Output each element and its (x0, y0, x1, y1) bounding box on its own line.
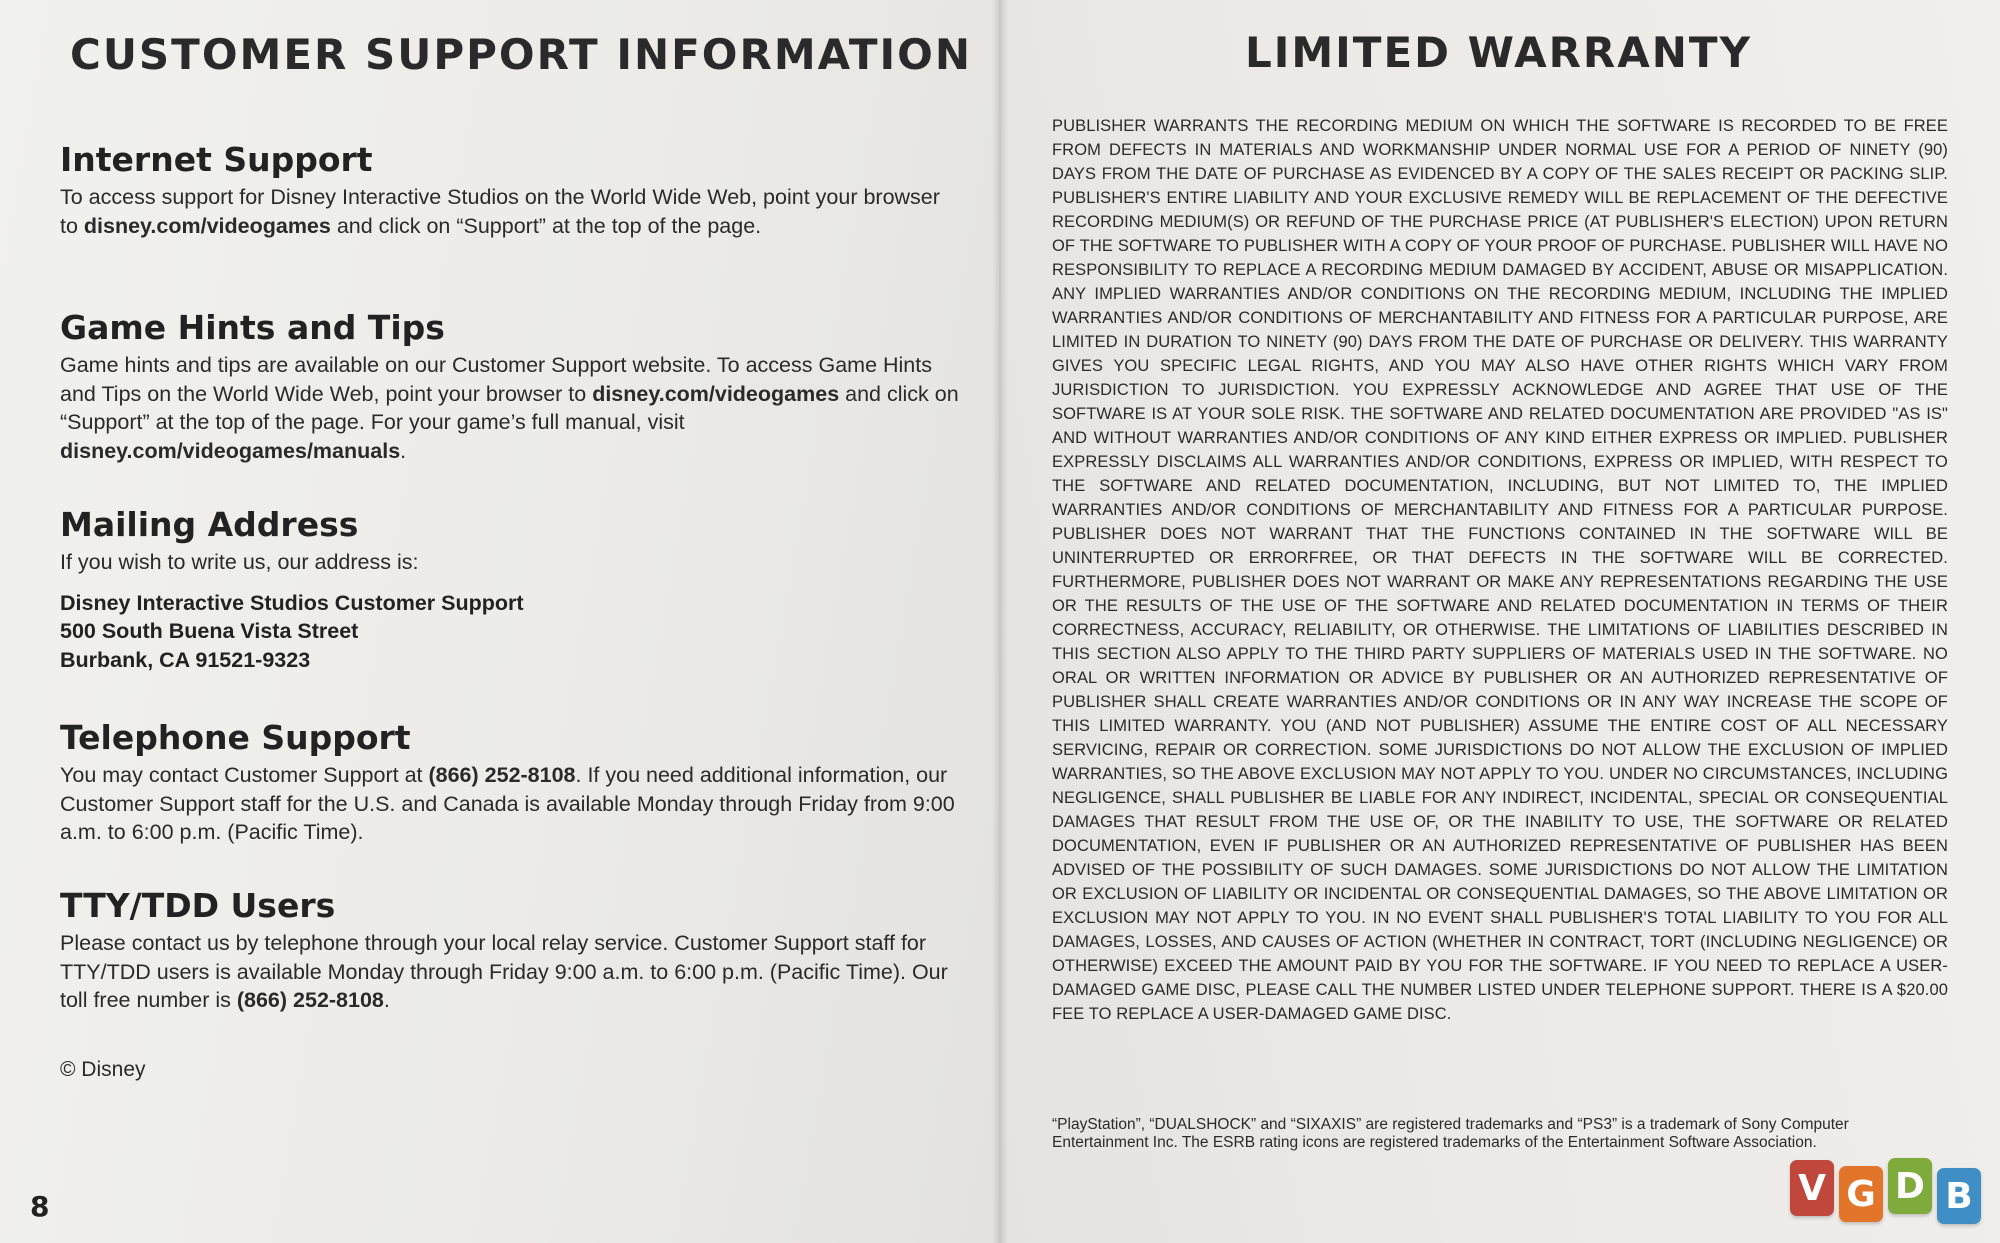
vgdb-watermark-logo (1790, 1158, 1981, 1218)
game-hints-text (60, 351, 960, 465)
toll-free-number: (866) 252-8108 (236, 988, 384, 1012)
address-line-3: Burbank, CA 91521-9323 (60, 647, 311, 672)
watermark-letter: D (1888, 1158, 1932, 1214)
address-line-1: Disney Interactive Studios Customer Support (60, 590, 524, 615)
internet-support-text (60, 183, 960, 240)
game-hints-heading: Game Hints and Tips (60, 308, 445, 347)
phone-number: (866) 252-8108 (428, 763, 576, 787)
hints-text-part: and click on “Support” at the top of the page. For your game’s full manual, visit (60, 381, 959, 434)
trademark-notice: “PlayStation”, “DUALSHOCK” and “SIXAXIS” are registered trademarks and “PS3” is a trademark of Sony Computer Entertainment Inc. The ESRB rating icons are registered trademarks of the Entertainment Software Association. (1052, 1116, 1849, 1151)
internet-support-section (60, 140, 960, 240)
mailing-address-intro: If you wish to write us, our address is: (60, 550, 419, 574)
game-hints-section (60, 308, 960, 465)
copyright-notice: © Disney (60, 1058, 146, 1081)
internet-text-part: and click on “Support” at the top of the page. (330, 213, 762, 238)
tty-text-part: Please contact us by telephone through your local relay service. Customer Support staff for TTY/TDD users is available Monday through Friday 9:00 a.m. to 6:00 p.m. (Pacific Time). Our toll free number is (60, 931, 948, 1012)
mailing-address-section (60, 505, 960, 674)
watermark-letter: B (1937, 1168, 1981, 1224)
page-number: 8 (30, 1190, 50, 1223)
tty-tdd-section (60, 886, 960, 1015)
telephone-text-part: . If you need additional information, our Customer Support staff for the U.S. and Canada is available Monday through Friday from 9:00 a.m. to 6:00 p.m. (Pacific Time). (60, 763, 955, 844)
internet-support-heading: Internet Support (60, 140, 373, 179)
hints-text-part: . (400, 438, 407, 463)
tty-text-part: . (383, 988, 390, 1012)
book-spine-gutter (992, 0, 1008, 1243)
mailing-address-block (60, 589, 960, 675)
internet-text-part: To access support for Disney Interactive Studios on the World Wide Web, point your browser to (60, 185, 940, 238)
manuals-link: disney.com/videogames/manuals (60, 438, 401, 463)
telephone-support-heading: Telephone Support (60, 718, 411, 757)
telephone-support-section (60, 718, 960, 847)
mailing-address-heading: Mailing Address (60, 505, 359, 544)
limited-warranty-title: LIMITED WARRANTY (1245, 28, 1752, 77)
tty-tdd-text (60, 929, 960, 1015)
watermark-letter: V (1790, 1160, 1834, 1216)
videogames-link: disney.com/videogames (83, 213, 331, 238)
warranty-body: PUBLISHER WARRANTS THE RECORDING MEDIUM ON WHICH THE SOFTWARE IS RECORDED TO BE FREE FROM DEFECTS IN MATERIALS AND WORKMANSHIP UNDER NORMAL USE FOR A PERIOD OF NINETY (90) DAYS FROM THE DATE OF PURCHASE AS EVIDENCED BY A COPY OF THE SALES RECEIPT OR PACKING SLIP. PUBLISHER'S ENTIRE LIABILITY AND YOUR EXCLUSIVE REMEDY WILL BE REPLACEMENT OF THE DEFECTIVE RECORDING MEDIUM(S) OR REFUND OF THE PURCHASE PRICE (AT PUBLISHER'S ELECTION) UPON RETURN OF THE SOFTWARE TO PUBLISHER WITH A COPY OF YOUR PROOF OF PURCHASE. PUBLISHER WILL HAVE NO RESPONSIBILITY TO REPLACE A RECORDING MEDIUM DAMAGED BY ACCIDENT, ABUSE OR MISAPPLICATION. ANY IMPLIED WARRANTIES AND/OR CONDITIONS ON THE RECORDING MEDIUM, INCLUDING THE IMPLIED WARRANTIES AND/OR CONDITIONS OF MERCHANTABILITY AND FITNESS FOR A PARTICULAR PURPOSE, ARE LIMITED IN DURATION TO NINETY (90) DAYS FROM THE DATE OF PURCHASE OR DELIVERY. THIS WARRANTY GIVES YOU SPECIFIC LEGAL RIGHTS, AND YOU MAY ALSO HAVE OTHER RIGHTS WHICH VARY FROM JURISDICTION TO JURISDICTION. YOU EXPRESSLY ACKNOWLEDGE AND AGREE THAT USE OF THE SOFTWARE IS AT YOUR SOLE RISK. THE SOFTWARE AND RELATED DOCUMENTATION ARE PROVIDED "AS IS" AND WITHOUT WARRANTIES AND/OR CONDITIONS OF ANY KIND EITHER EXPRESS OR IMPLIED. PUBLISHER EXPRESSLY DISCLAIMS ALL WARRANTIES AND/OR CONDITIONS, EXPRESS OR IMPLIED, WITH RESPECT TO THE SOFTWARE AND RELATED DOCUMENTATION, INCLUDING, BUT NOT LIMITED TO, THE IMPLIED WARRANTIES AND/OR CONDITIONS OF MERCHANTABILITY AND FITNESS FOR A PARTICULAR PURPOSE. PUBLISHER DOES NOT WARRANT THAT THE FUNCTIONS CONTAINED IN THE SOFTWARE WILL BE UNINTERRUPTED OR ERRORFREE, OR THAT DEFECTS IN THE SOFTWARE WILL BE CORRECTED. FURTHERMORE, PUBLISHER DOES NOT WARRANT OR MAKE ANY REPRESENTATIONS REGARDING THE USE OR THE RESULTS OF THE USE OF THE SOFTWARE AND RELATED DOCUMENTATION IN TERMS OF THEIR CORRECTNESS, ACCURACY, RELIABILITY, OR OTHERWISE. THE LIMITATIONS OF LIABILITIES DESCRIBED IN THIS SECTION ALSO APPLY TO THE THIRD PARTY SUPPLIERS OF MATERIALS USED IN THE SOFTWARE. NO ORAL OR WRITTEN INFORMATION OR ADVICE BY PUBLISHER OR AN AUTHORIZED REPRESENTATIVE OF PUBLISHER SHALL CREATE WARRANTIES AND/OR CONDITIONS OR IN ANY WAY INCREASE THE SCOPE OF THIS LIMITED WARRANTY. YOU (AND NOT PUBLISHER) ASSUME THE ENTIRE COST OF ALL NECESSARY SERVICING, REPAIR OR CORRECTION. SOME JURISDICTIONS DO NOT ALLOW THE EXCLUSION OF IMPLIED WARRANTIES, SO THE ABOVE EXCLUSION MAY NOT APPLY TO YOU. UNDER NO CIRCUMSTANCES, INCLUDING NEGLIGENCE, SHALL PUBLISHER BE LIABLE FOR ANY INDIRECT, INCIDENTAL, SPECIAL OR CONSEQUENTIAL DAMAGES THAT RESULT FROM THE USE OF, OR THE INABILITY TO USE, THE SOFTWARE OR RELATED DOCUMENTATION, EVEN IF PUBLISHER OR AN AUTHORIZED REPRESENTATIVE OF PUBLISHER HAS BEEN ADVISED OF THE POSSIBILITY OF SUCH DAMAGES. SOME JURISDICTIONS DO NOT ALLOW THE LIMITATION OR EXCLUSION OF LIABILITY OR INCIDENTAL OR CONSEQUENTIAL DAMAGES, SO THE ABOVE LIMITATION OR EXCLUSION MAY NOT APPLY TO YOU. IN NO EVENT SHALL PUBLISHER'S TOTAL LIABILITY TO YOU FOR ALL DAMAGES, LOSSES, AND CAUSES OF ACTION (WHETHER IN CONTRACT, TORT (INCLUDING NEGLIGENCE) OR OTHERWISE) EXCEED THE AMOUNT PAID BY YOU FOR THE SOFTWARE. IF YOU NEED TO REPLACE A USER-DAMAGED GAME DISC, PLEASE CALL THE NUMBER LISTED UNDER TELEPHONE SUPPORT. THERE IS A $20.00 FEE TO REPLACE A USER-DAMAGED GAME DISC. (1052, 117, 1948, 1023)
watermark-letter: G (1839, 1166, 1883, 1222)
hints-text-part: Game hints and tips are available on our Customer Support website. To access Game Hints and Tips on the World Wide Web, point your browser to (60, 353, 932, 406)
tty-tdd-heading: TTY/TDD Users (60, 886, 336, 925)
telephone-support-text (60, 761, 960, 847)
right-page (1000, 0, 2000, 1243)
customer-support-title: CUSTOMER SUPPORT INFORMATION (70, 30, 973, 79)
telephone-text-part: You may contact Customer Support at (60, 763, 429, 787)
address-line-2: 500 South Buena Vista Street (60, 619, 359, 643)
videogames-link: disney.com/videogames (592, 381, 840, 406)
